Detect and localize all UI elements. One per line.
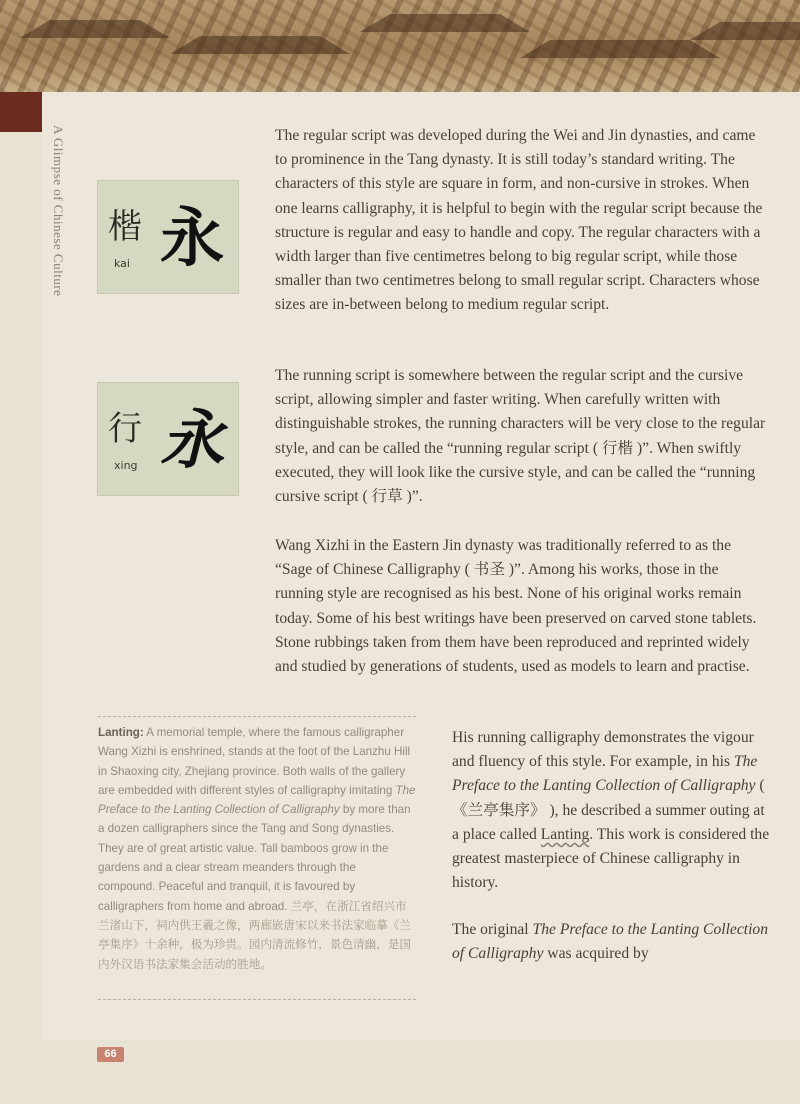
roof-shape [520, 40, 720, 58]
paragraph-original-preface [452, 918, 772, 966]
para4-work-title: The Preface to the Lanting Collection of Calligraphy [452, 753, 758, 795]
roof-shape [360, 14, 530, 32]
page-number-badge: 66 [97, 1047, 124, 1062]
side-running-title: A Glimpse of Chinese Culture [51, 125, 66, 297]
kai-pinyin: kai [114, 257, 130, 270]
paragraph-wang-xizhi: Wang Xizhi in the Eastern Jin dynasty was traditionally referred to as the “Sage of Chinese Calligraphy ( 书圣 )”. Among his works, those in the running style are recognised as his best. None of his original works remain today. Some of his best writings have been preserved on carved stone tablets. Stone rubbings taken from them have been reproduced and reprinted widely and studied by generations of students, used as models to learn and practise. [275, 537, 757, 676]
kai-sample-character: 永 [160, 201, 224, 276]
xing-character: 行 [108, 409, 142, 449]
caption-lead: Lanting: [98, 726, 144, 739]
caption-chinese-text: 兰亭，在浙江省绍兴市兰渚山下，祠内供王羲之像，两廊嵌唐宋以来书法家临摹《兰亭集序》十余种，极为珍贵。园内清流修竹，景色清幽，是国内外汉语书法家集会活动的胜地。 [98, 899, 412, 971]
roof-shape [170, 36, 350, 54]
lanting-caption-box [98, 716, 416, 1000]
left-edge-strip [0, 92, 42, 132]
caption-text-a: A memorial temple, where the famous calligrapher Wang Xizhi is enshrined, stands at the foot of the Lanzhu Hill in Shaoxing city, Zhejiang province. Both walls of the gallery are embedded with different styles of calligraphy imitating [98, 726, 411, 797]
roof-shape [690, 22, 800, 40]
kai-script-sample [97, 180, 239, 294]
paragraph-running-script: The running script is somewhere between the regular script and the cursive script, allowing simpler and faster writing. When carefully written with distinguishable strokes, the running characters will be very close to the regular style, and can be called the “running regular script ( 行楷 )”. When swiftly executed, they will look like the cursive style, and can be called the “running cursive script ( 行草 )”. [275, 367, 766, 506]
caption-text-b: by more than a dozen calligraphers since the Tang and Song dynasties. They are of great artistic value. Tall bamboos grow in the gardens and a clear stream meanders through the compound. Peaceful and tranquil, it is favoured by calligraphers from home and abroad. [98, 803, 411, 913]
xing-pinyin: xing [114, 459, 138, 472]
xing-sample-character: 永 [160, 403, 224, 478]
para5-text-b: was acquired by [543, 945, 649, 963]
para4-text-c: . This work is considered the greatest masterpiece of Chinese calligraphy in history. [452, 825, 770, 892]
para4-place-lanting: Lanting [540, 825, 590, 843]
xing-script-sample [97, 382, 239, 496]
header-painting-banner [0, 0, 800, 94]
paragraph-regular-script: The regular script was developed during the Wei and Jin dynasties, and came to prominence in the Tang dynasty. It is still today’s standard writing. The characters of this style are square in form, and non-cursive in strokes. When one learns calligraphy, it is helpful to begin with the regular script because the structure is regular and easy to handle and copy. The regular characters with a width larger than five centimetres belong to big regular script, while those smaller than two centimetres belong to small regular script. Characters whose sizes are in-between belong to medium regular script. [275, 127, 763, 314]
para4-text-a: His running calligraphy demonstrates the vigour and fluency of this style. For example, in his [452, 729, 754, 771]
paragraph-lanting-preface [452, 726, 772, 895]
para5-work-title: The Preface to the Lanting Collection of Calligraphy [452, 921, 769, 963]
roof-shape [20, 20, 170, 38]
kai-character: 楷 [108, 207, 142, 247]
caption-work-title: The Preface to the Lanting Collection of Calligraphy [98, 783, 416, 817]
para4-text-b: ( 《兰亭集序》 ), he described a summer outing at a place called [452, 777, 765, 843]
para5-text-a: The original [452, 921, 533, 938]
